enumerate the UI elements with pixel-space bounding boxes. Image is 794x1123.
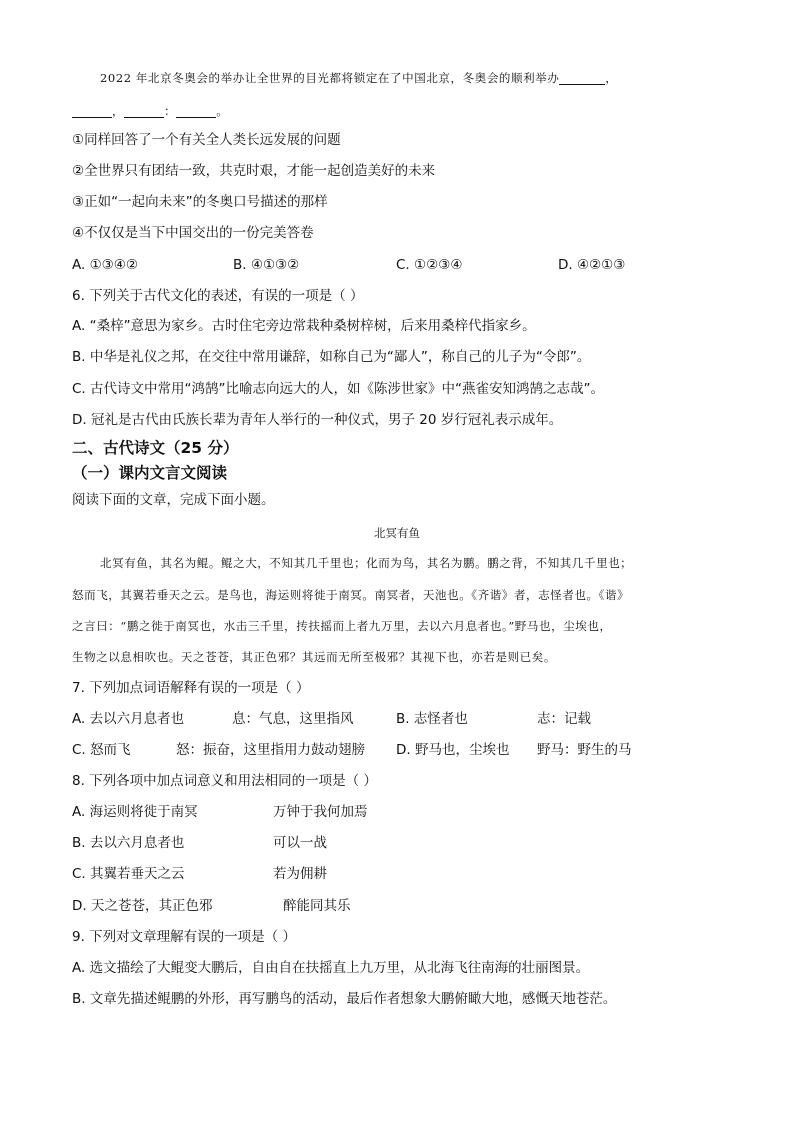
q5-item: ①同样回答了一个有关全人类长远发展的问题 <box>72 132 341 148</box>
passage-title: 北冥有鱼 <box>374 526 420 540</box>
q8-option-c-compare: 若为佣耕 <box>273 866 327 882</box>
q5-option-b[interactable]: B. ④①③② <box>233 257 300 273</box>
q5-item: ③正如“一起向未来”的冬奥口号描述的那样 <box>72 194 328 210</box>
q7-stem: 7. 下列加点词语解释有误的一项是（ ） <box>72 680 310 696</box>
q8-option-c[interactable]: C. 其翼若垂天之云 <box>72 866 185 882</box>
q7-option-c[interactable]: C. 怒而飞 <box>72 742 131 758</box>
passage-line-1: 北冥有鱼，其名为鲲。鲲之大，不知其几千里也；化而为鸟，其名为鹏。鹏之背，不知其几千里也； <box>100 556 633 570</box>
intro-line-2: ， ： 。 <box>72 101 228 121</box>
answer-blank-1[interactable] <box>559 70 605 85</box>
q8-option-a-compare: 万钟于我何加焉 <box>273 804 368 820</box>
q5-option-a[interactable]: A. ①③④② <box>72 257 138 273</box>
q8-option-a[interactable]: A. 海运则将徙于南冥 <box>72 804 198 820</box>
q7-option-a-gloss: 息：气息，这里指风 <box>232 711 354 727</box>
q5-option-d[interactable]: D. ④②①③ <box>558 257 626 273</box>
q5-option-c[interactable]: C. ①②③④ <box>396 257 463 273</box>
q9-option-a[interactable]: A. 选文描绘了大鲲变大鹏后，自由自在扶摇直上九万里，从北海飞往南海的壮丽图景。 <box>72 960 590 976</box>
q7-option-b-gloss: 志：记载 <box>537 711 591 727</box>
q6-option-b[interactable]: B. 中华是礼仪之邦，在交往中常用谦辞，如称自己为“鄙人”，称自己的儿子为“令郎”。 <box>72 349 591 365</box>
q6-option-c[interactable]: C. 古代诗文中常用“鸿鹄”比喻志向远大的人，如《陈涉世家》中“燕雀安知鸿鹄之志哉”。 <box>72 381 604 397</box>
passage-line-4: 生物之以息相吹也。天之苍苍，其正色邪？其远而无所至极邪？其视下也，亦若是则已矣。 <box>72 650 556 664</box>
q6-stem: 6. 下列关于古代文化的表述，有误的一项是（ ） <box>72 288 364 304</box>
q7-option-b[interactable]: B. 志怪者也 <box>396 711 468 727</box>
answer-blank-4[interactable] <box>176 103 216 118</box>
q8-option-b[interactable]: B. 去以六月息者也 <box>72 835 185 851</box>
q8-option-d-compare: 醉能同其乐 <box>283 898 351 914</box>
answer-blank-2[interactable] <box>72 103 112 118</box>
q9-stem: 9. 下列对文章理解有误的一项是（ ） <box>72 929 296 945</box>
q6-option-a[interactable]: A. “桑梓”意思为家乡。古时住宅旁边常栽种桑树梓树，后来用桑梓代指家乡。 <box>72 318 536 334</box>
intro-line-1: 2022 年北京冬奥会的举办让全世界的目光都将锁定在了中国北京，冬奥会的顺利举办 ， <box>100 71 618 85</box>
reading-instruction: 阅读下面的文章，完成下面小题。 <box>72 492 275 508</box>
q7-option-d-gloss: 野马：野生的马 <box>537 742 632 758</box>
q8-stem: 8. 下列各项中加点词意义和用法相同的一项是（ ） <box>72 773 377 789</box>
passage-line-3: 之言曰：“鹏之徙于南冥也，水击三千里，抟扶摇而上者九万里，去以六月息者也。”野马也，尘埃也， <box>72 619 612 633</box>
subsection-heading: （一）课内文言文阅读 <box>72 464 228 482</box>
answer-blank-3[interactable] <box>124 103 164 118</box>
q5-item: ②全世界只有团结一致，共克时艰，才能一起创造美好的未来 <box>72 163 436 179</box>
section-heading: 二、古代诗文（25 分） <box>72 439 239 457</box>
q7-option-d[interactable]: D. 野马也，尘埃也 <box>396 742 510 758</box>
q7-option-a[interactable]: A. 去以六月息者也 <box>72 711 185 727</box>
intro-text: 2022 年北京冬奥会的举办让全世界的目光都将锁定在了中国北京，冬奥会的顺利举办 <box>100 71 560 85</box>
q5-item: ④不仅仅是当下中国交出的一份完美答卷 <box>72 225 314 241</box>
q7-option-c-gloss: 怒：振奋，这里指用力鼓动翅膀 <box>176 742 365 758</box>
q6-option-d[interactable]: D. 冠礼是古代由氏族长辈为青年人举行的一种仪式，男子 20 岁行冠礼表示成年。 <box>72 412 563 428</box>
q9-option-b[interactable]: B. 文章先描述鲲鹏的外形，再写鹏鸟的活动，最后作者想象大鹏俯瞰大地，感慨天地苍茫。 <box>72 991 617 1007</box>
q8-option-b-compare: 可以一战 <box>273 835 327 851</box>
passage-line-2: 怒而飞，其翼若垂天之云。是鸟也，海运则将徙于南冥。南冥者，天池也。《齐谐》者，志怪者也。《谐》 <box>72 588 630 602</box>
q8-option-d[interactable]: D. 天之苍苍，其正色邪 <box>72 898 213 914</box>
